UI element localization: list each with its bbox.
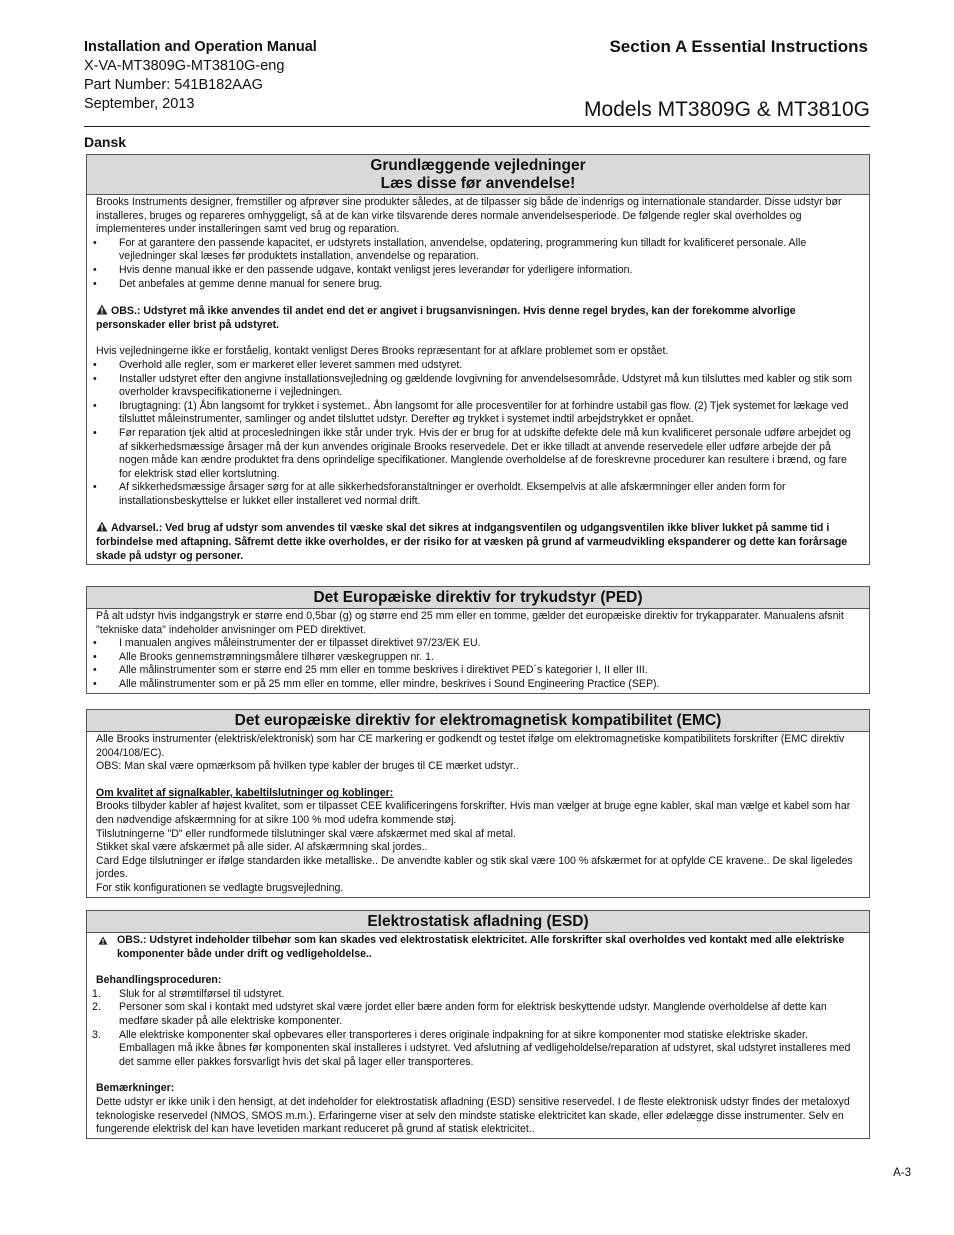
page-number: A-3 (893, 1167, 911, 1179)
list-item (92, 987, 861, 1002)
part-number: Part Number: 541B182AAG (84, 77, 263, 93)
ped-intro: På alt udstyr hvis indgangstryk er større end 0,5bar (g) og større end 25 mm eller en tomme, gælder det europæiske direktiv for trykapparater. Manualens afsnit "tekniske data" indeholder anvisninger om PED direktivet. (96, 610, 844, 636)
models-title: Models MT3809G & MT3810G (584, 98, 870, 121)
list-item: • Installer udstyret efter den angivne installationsvejledning og gældende lovgivning for anvendelsesområde. Udstyret må kun tilsluttes med kabler og stik som overholder kravspecifikationerne i vejledningen. (96, 373, 861, 400)
list-item: • Alle Brooks gennemstrømningsmålere tilhører væskegruppen nr. 1. (96, 651, 861, 665)
esd-header: Elektrostatisk afladning (ESD) (87, 911, 869, 933)
list-item (92, 1028, 861, 1070)
list-item: • Overhold alle regler, som er markeret eller leveret sammen med udstyret. (96, 359, 861, 373)
list-item: • Før reparation tjek altid at procesledningen ikke står under tryk. Hvis der er brug for at udskifte defekte dele må kun kvalificeret personale udføre arbejdet og af sikkerhedsmæssige årsager må der kun anvendes originale Brooks reservedele. Det er ikke tilladt at anvende reservedele eller udføre arbejde der på nogen måde kan ændre produktet fra dens oprindelige specifikationer. Manglende overholdelse af de foreskrevne procedurer kan resultere i brænd, og fare for elektrisk stød eller kortslutning. (96, 427, 861, 481)
list-item: • I manualen angives måleinstrumenter der er tilpasset direktivet 97/23/EK EU. (96, 637, 861, 651)
emc-intro: Alle Brooks instrumenter (elektrisk/elektronisk) som har CE markering er godkendt og testet ifølge om elektromagnetiske kompatibilitets forskrifter (EMC direktiv 2004/108/EC). (96, 733, 845, 759)
list-item: • Alle målinstrumenter som er på 25 mm eller en tomme, eller mindre, beskrives i Sound Engineering Practice (SEP). (96, 678, 861, 692)
essential-intro: Brooks Instruments designer, fremstiller og afprøver sine produkter således, at de tilpasser sig både de indenrigs og internationale standarder. Disse udstyr bør installeres, bruges og repareres omhyggeligt, så at de kan virke tilsvarende deres normale anvendelsesperiode. De følgende regler skal overholdes og implementeres under installeringen samt ved brug og reparation. (96, 196, 842, 236)
warning-icon (96, 304, 108, 315)
obs-note (96, 304, 861, 332)
list-item: • Hvis denne manual ikke er den passende udgave, kontakt venligst jeres leverandør for yderligere information. (96, 264, 861, 278)
obs-text: OBS.: Udstyret må ikke anvendes til andet end det er angivet i brugsanvisningen. Hvis denne regel brydes, kan der forekomme alvorlige personskader eller brist på udstyret. (96, 305, 796, 331)
document-header-info (84, 38, 317, 114)
esd-obs-note (96, 934, 861, 961)
list-item: • Alle målinstrumenter som er større end 25 mm eller en tomme beskrives i direktivet PED´s kategorier I, II eller III. (96, 664, 861, 678)
ped-header: Det Europæiske direktiv for trykudstyr (PED) (87, 587, 869, 609)
esd-obs-text: OBS.: Udstyret indeholder tilbehør som kan skades ved elektrostatisk elektricitet. Alle forskrifter skal overholdes ved kontakt med alle elektriske komponenter både under drift og vedligeholdelse.. (117, 934, 845, 960)
step-number: 3. (92, 1028, 101, 1041)
document-id: X-VA-MT3809G-MT3810G-eng (84, 58, 285, 74)
manual-title: Installation and Operation Manual (84, 39, 317, 55)
warning-text: Advarsel.: Ved brug af udstyr som anvendes til væske skal det sikres at indgangsventilen og udgangsventilen ikke bliver lukket på samme tid i forbindelse med aftapning. Såfremt dette ikke overholdes, er der risiko for at væsken på grund af varmeudvikling ekspanderer og dette kan forårsage skade på udstyr og personer. (96, 522, 848, 562)
ped-box (86, 586, 870, 694)
list-item: • For at garantere den passende kapacitet, er udstyrets installation, anvendelse, opdatering, programmering kun tilladt for kvalificeret personale. Alle vejledninger skal læses før produktets installation, anvendelse og reparation. (96, 237, 861, 264)
document-date: September, 2013 (84, 96, 195, 112)
step-number: 2. (92, 1001, 101, 1014)
essential-title-line1: Grundlæggende vejledninger (370, 157, 586, 174)
esd-box (86, 910, 870, 1139)
emc-line: For stik konfigurationen se vedlagte brugsvejledning. (96, 881, 344, 894)
emc-subheading: Om kvalitet af signalkabler, kabeltilslutninger og koblinger: (96, 786, 394, 799)
esd-notes-heading: Bemærkninger: (96, 1082, 175, 1095)
list-item (92, 1001, 861, 1028)
warning-icon (98, 936, 108, 945)
list-item: • Det anbefales at gemme denne manual for senere brug. (96, 278, 861, 292)
contact-note: Hvis vejledningerne ikke er forståelig, kontakt venligst Deres Brooks repræsentant for at afklare problemet som er opstået. (96, 345, 669, 358)
header-divider (84, 126, 870, 127)
emc-box (86, 709, 870, 898)
emc-header: Det europæiske direktiv for elektromagnetisk kompatibilitet (EMC) (87, 710, 869, 732)
emc-line: Brooks tilbyder kabler af højest kvalitet, som er tilpasset CEE kvalificeringens forskrifter. Hvis man vælger at bruge egne kabler, skal man vælge et kabel som har den nødvendige afskærmning for at sikre 100 % mod udefra kommende støj. (96, 800, 851, 826)
warning-icon (96, 521, 108, 532)
emc-line: Card Edge tilslutninger er ifølge standarden ikke metalliske.. De anvendte kabler og stik skal være 100 % afskærmet for at opfylde CE kravene.. De skal ligeledes jordes. (96, 854, 853, 881)
esd-procedure-heading: Behandlingsproceduren: (96, 974, 222, 987)
essential-instructions-box (86, 154, 870, 565)
essential-title-line2: Læs disse før anvendelse! (380, 175, 576, 192)
list-item: • Ibrugtagning: (1) Åbn langsomt for trykket i systemet.. Åbn langsomt for alle procesventiler for at forhindre ustabil gas flow. (2) Tjek systemet for lækage ved tilsluttet måleinstrumenter, samlinger og andet tilsluttet udstyr. Derefter øg trykket i systemet indtil arbejdstrykket er opnået. (96, 400, 861, 427)
emc-line: Stikket skal være afskærmet på alle sider. Al afskærmning skal jordes.. (96, 841, 428, 854)
esd-notes: Dette udstyr er ikke unik i den hensigt, at det indeholder for elektrostatisk afladning (ESD) sensitive reservedel. I de fleste elektronisk udstyr findes der metaloxyd teknologiske reservedel (NMOS, SMOS m.m.). Erfaringerne viser at selv den mindste statiske elektricitet kan skade, eller ødelægge disse instrumenter. Selv en fungerende elektrisk del kan have levetiden markant reduceret på grund af statisk elektricitet.. (96, 1095, 850, 1136)
step-text: Sluk for al strømtilførsel til udstyret. (119, 987, 285, 1000)
step-text: Alle elektriske komponenter skal opbevares eller transporteres i deres originale indpakning for at sikre komponenter mod statiske elektriske skader. Emballagen må ikke åbnes før komponenten skal installeres i udstyret. Ved afslutning af vedligeholdelse/reparation af udstyret, skal udstyret installeres med det samme eller pakkes forsvarligt hvis det skal på lager eller transporteres. (119, 1028, 851, 1068)
step-number: 1. (92, 987, 101, 1000)
warning-note (96, 521, 861, 563)
emc-line: Tilslutningerne "D" eller rundformede tilslutninger skal være afskærmet med skal af metal. (96, 827, 516, 840)
language-heading: Dansk (84, 134, 127, 150)
step-text: Personer som skal i kontakt med udstyret skal være jordet eller bære anden form for elektrisk beskyttende udstyr. Manglende overholdelse af dette kan medføre skader på alle elektriske komponenter. (119, 1001, 827, 1027)
section-title: Section A Essential Instructions (609, 37, 868, 56)
emc-obs: OBS: Man skal være opmærksom på hvilken type kabler der bruges til CE mærket udstyr.. (96, 760, 519, 773)
list-item: • Af sikkerhedsmæssige årsager sørg for at alle sikkerhedsforanstaltninger er overholdt. Eksempelvis at alle afskærmninger eller anden form for installationsbeskyttelse er lukket eller installeret ved normal drift. (96, 481, 861, 508)
essential-instructions-header (87, 155, 869, 195)
